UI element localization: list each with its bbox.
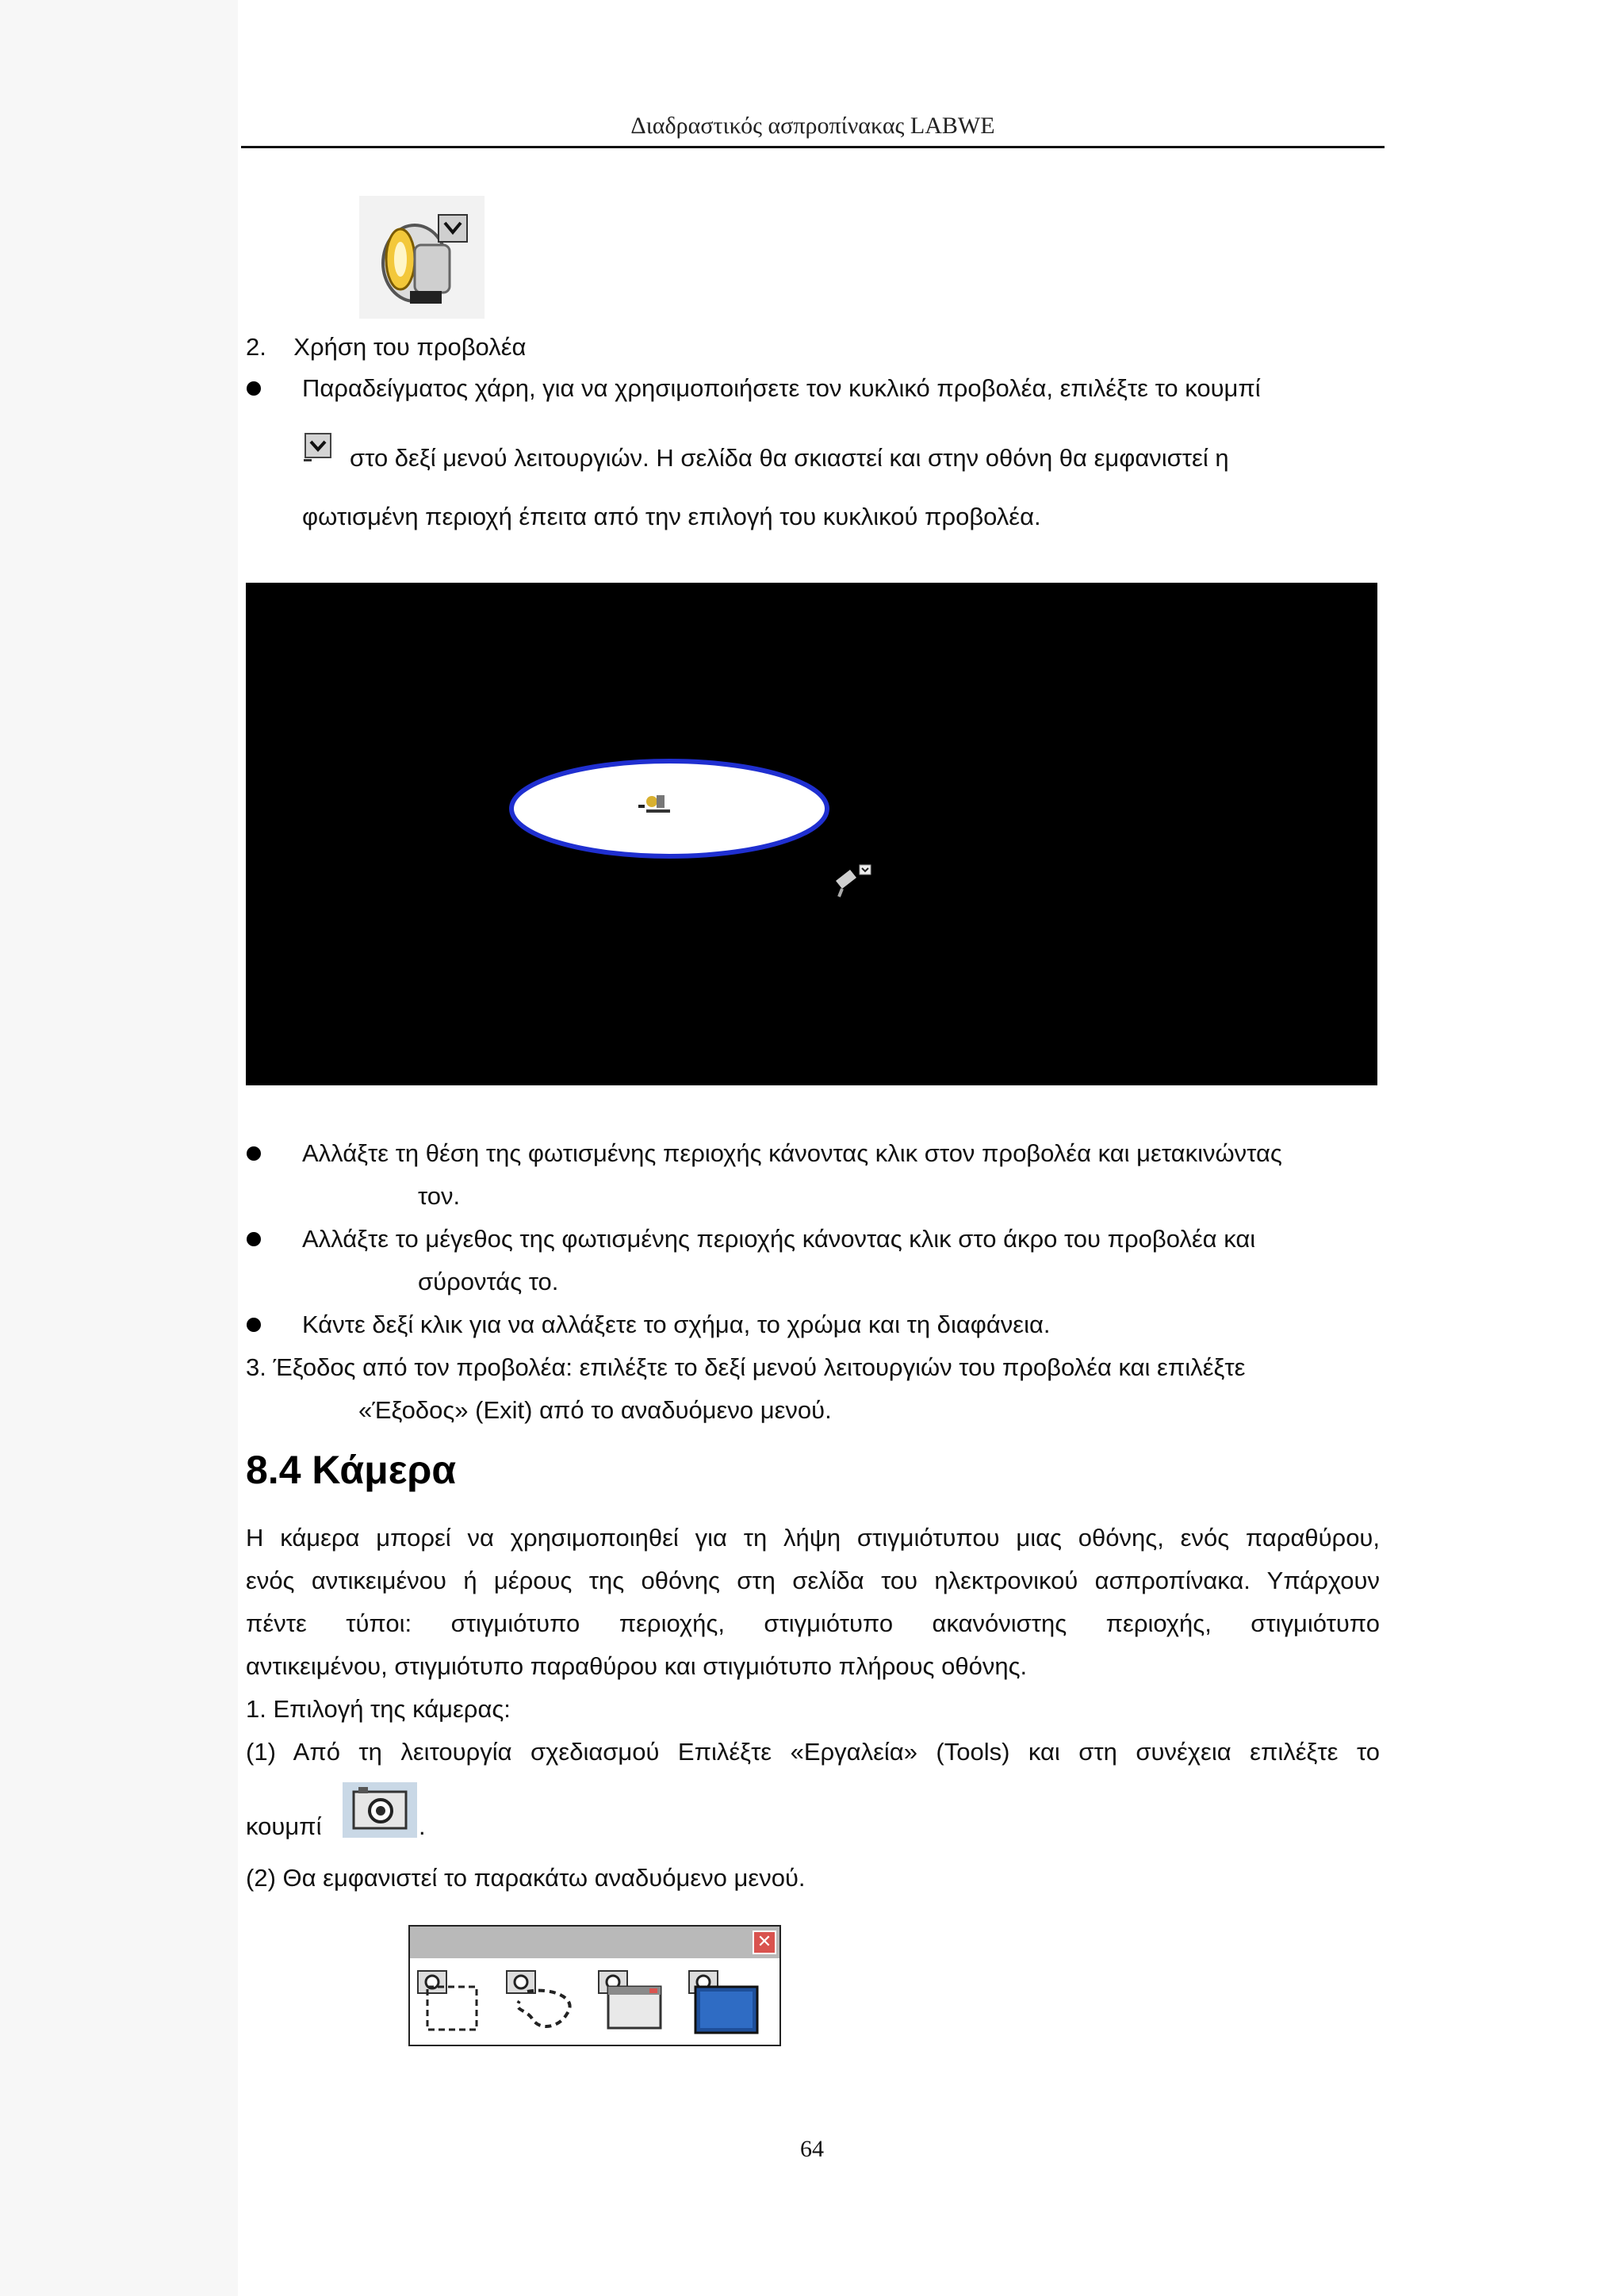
bullet-text-cont: φωτισμένη περιοχή έπειτα από την επιλογή του κυκλικού προβολέα. (302, 503, 1041, 530)
camera-step1a: (1) Από τη λειτουργία σχεδιασμού Επιλέξτε «Εργαλεία» (Tools) και στη συνέχεια επιλέξτε το (246, 1738, 1380, 1766)
bullet-text-cont: σύροντάς το. (418, 1268, 559, 1295)
left-margin-shade (0, 0, 238, 2296)
camera-step1a-word: κουμπί (246, 1812, 322, 1840)
fullscreen-snapshot-button[interactable] (684, 1963, 764, 2041)
paragraph-line: αντικειμένου, στιγμιότυπο παραθύρου και στιγμιότυπο πλήρους οθόνης. (246, 1652, 1028, 1680)
step3-text: 3. Έξοδος από τον προβολέα: επιλέξτε το δεξί μενού λειτουργιών του προβολέα και επιλέξτε (246, 1353, 1246, 1381)
step3-text-cont: «Έξοδος» (Exit) από το αναδυόμενο μενού. (358, 1396, 832, 1424)
bullet-text: Κάντε δεξί κλικ για να αλλάξετε το σχήμα, το χρώμα και τη διαφάνεια. (302, 1311, 1051, 1338)
window-snapshot-button[interactable] (594, 1963, 673, 2041)
camera-step2: (2) Θα εμφανιστεί το παρακάτω αναδυόμενο μενού. (246, 1864, 806, 1892)
paragraph-line: πέντε τύποι: στιγμιότυπο περιοχής, στιγμιότυπο ακανόνιστης περιοχής, στιγμιότυπο (246, 1609, 1380, 1637)
freeform-snapshot-button[interactable] (504, 1963, 583, 2041)
toolbar-titlebar (410, 1927, 779, 1958)
bullet-marker (247, 1318, 261, 1332)
bullet-marker (247, 1232, 261, 1246)
camera-step1a-end: . (419, 1812, 426, 1840)
bullet-text: Παραδείγματος χάρη, για να χρησιμοποιήσετε τον κυκλικό προβολέα, επιλέξτε το κουμπί (302, 374, 1261, 402)
dropdown-button-icon[interactable] (304, 432, 334, 462)
camera-button-icon[interactable] (343, 1782, 417, 1838)
bullet-text: Αλλάξτε το μέγεθος της φωτισμένης περιοχής κάνοντας κλικ στο άκρο του προβολέα και (302, 1225, 1256, 1253)
page-number: 64 (800, 2136, 824, 2162)
bullet-marker (247, 1146, 261, 1161)
header-rule (241, 146, 1385, 148)
paragraph-line: ενός αντικειμένου ή μέρους της οθόνης στη σελίδα του ηλεκτρονικού ασπροπίνακα. Υπάρχουν (246, 1567, 1380, 1594)
paragraph-line: Η κάμερα μπορεί να χρησιμοποιηθεί για τη λήψη στιγμιότυπου μιας οθόνης, ενός παραθύρου, (246, 1524, 1380, 1552)
close-icon[interactable]: ✕ (753, 1931, 776, 1954)
bullet-text-cont: τον. (418, 1182, 461, 1210)
area-snapshot-button[interactable] (413, 1963, 492, 2041)
camera-step1: 1. Επιλογή της κάμερας: (246, 1695, 511, 1723)
running-header: Διαδραστικός ασπροπίνακας LABWE (630, 113, 995, 139)
bullet-text-cont: στο δεξί μενού λειτουργιών. Η σελίδα θα σκιαστεί και στην οθόνη θα εμφανιστεί η (350, 444, 1229, 472)
bullet-marker (247, 381, 261, 396)
step2-heading: 2. Χρήση του προβολέα (246, 333, 527, 361)
camera-toolbar (408, 1925, 781, 2046)
projector-handle-icon (836, 865, 871, 897)
spotlight-screenshot (246, 583, 1377, 1085)
spotlight-icon[interactable] (359, 196, 485, 319)
section-title: 8.4 Κάμερα (246, 1448, 457, 1492)
bullet-text: Αλλάξτε τη θέση της φωτισμένης περιοχής κάνοντας κλικ στον προβολέα και μετακινώντας (302, 1139, 1282, 1167)
